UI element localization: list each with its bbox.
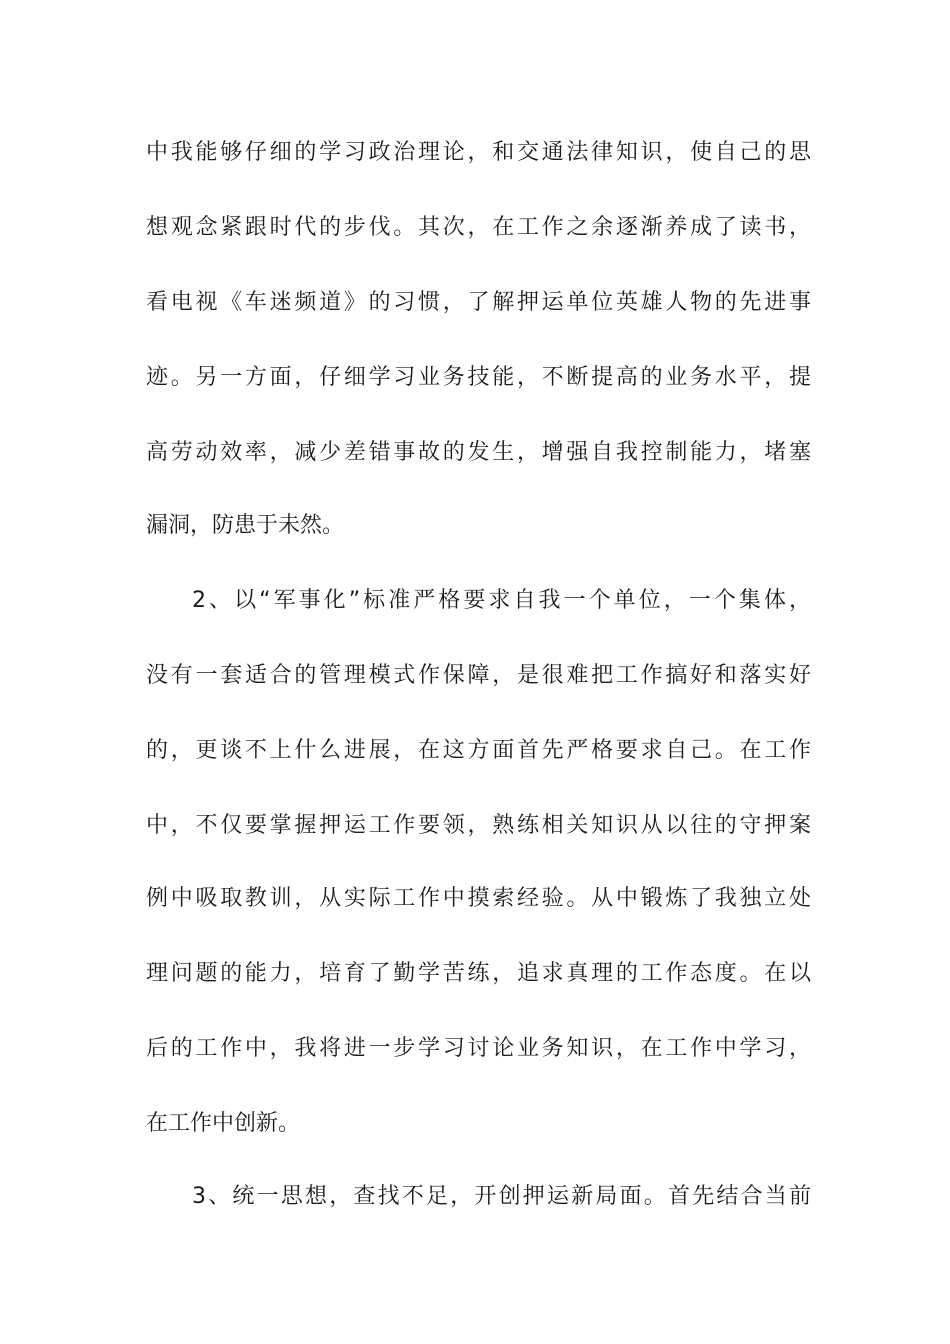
text-line: 后的工作中，我将进一步学习讨论业务知识，在工作中学习， [146,1036,811,1061]
paragraph-heading: 3、统一思想，查找不足，开创押运新局面。首先结合当前 [192,1184,811,1209]
text-line: 在工作中创新。 [146,1111,301,1136]
paragraph-heading: 2、以“军事化”标准严格要求自我一个单位，一个集体， [192,588,811,613]
text-line: 理问题的能力，培育了勤学苦练，追求真理的工作态度。在以 [146,961,811,986]
text-line: 例中吸取教训，从实际工作中摸索经验。从中锻炼了我独立处 [146,886,811,911]
text-line: 没有一套适合的管理模式作保障，是很难把工作搞好和落实好 [146,663,811,688]
text-line: 漏洞，防患于未然。 [146,513,345,538]
text-line: 的，更谈不上什么进展，在这方面首先严格要求自己。在工作 [146,738,811,763]
text-line: 迹。另一方面，仔细学习业务技能，不断提高的业务水平，提 [146,365,811,390]
text-line: 想观念紧跟时代的步伐。其次，在工作之余逐渐养成了读书， [146,215,811,240]
text-line: 中我能够仔细的学习政治理论，和交通法律知识，使自己的思 [146,140,811,165]
text-line: 中，不仅要掌握押运工作要领，熟练相关知识从以往的守押案 [146,813,811,838]
text-line: 看电视《车迷频道》的习惯，了解押运单位英雄人物的先进事 [146,290,811,315]
text-line: 高劳动效率，减少差错事故的发生，增强自我控制能力，堵塞 [146,440,811,465]
